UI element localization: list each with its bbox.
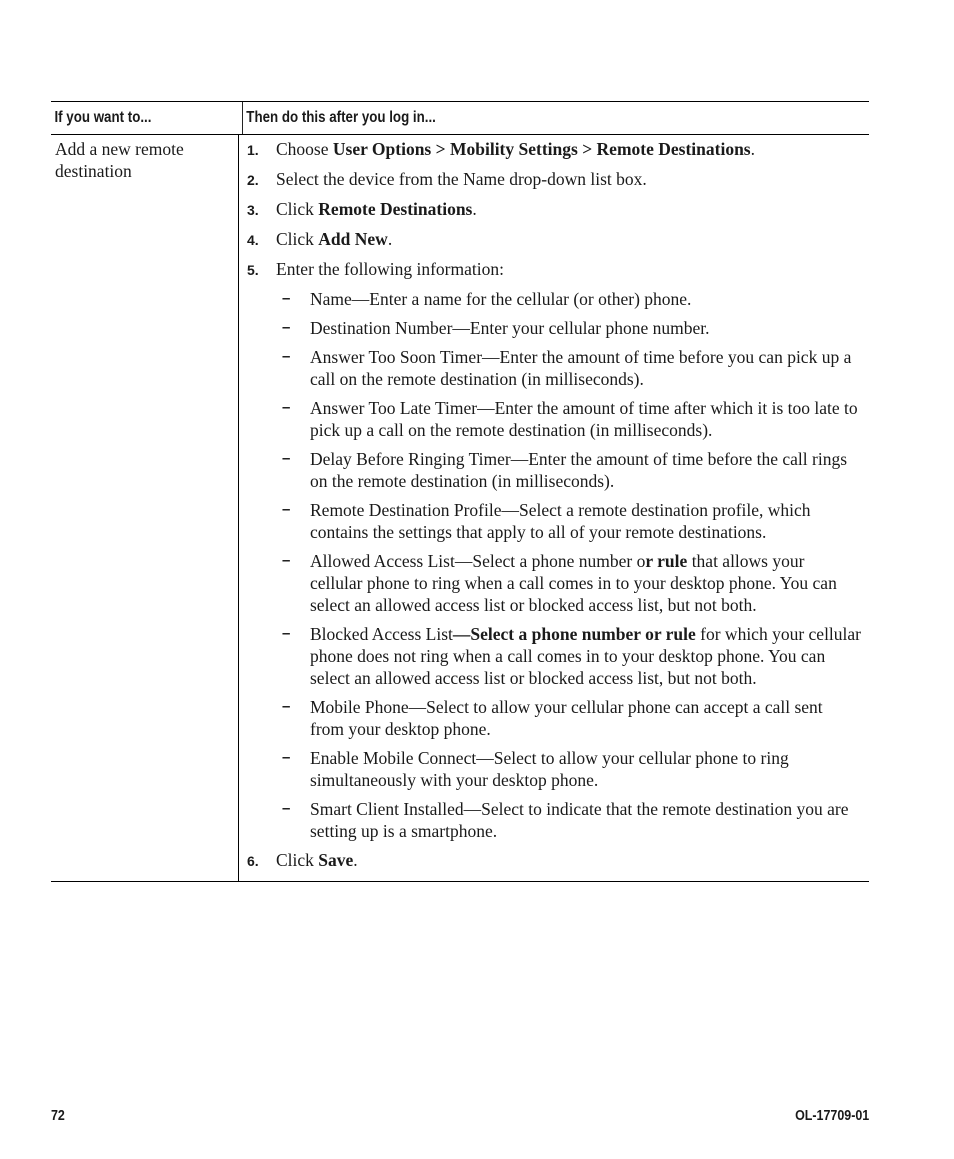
step-text-prefix: Click <box>276 850 319 870</box>
list-item-bold-text: —Select a phone number or rule <box>452 624 696 644</box>
list-item-text-prefix: Blocked Access List <box>310 624 453 644</box>
list-item-text-suffix: that allows your cellular phone to ring when a call comes in to your desktop phone. You can select an allowed access list or blocked access list, but not both. <box>310 551 837 615</box>
procedure-table <box>51 101 869 882</box>
list-item <box>276 747 861 791</box>
step-text <box>276 138 861 161</box>
table-header-row <box>51 102 869 135</box>
dash-bullet: – <box>282 625 291 642</box>
list-item-text <box>310 623 861 689</box>
step-text-prefix: Choose <box>276 139 333 159</box>
step-number: 5. <box>247 262 259 278</box>
list-item-text-suffix: for which your cellular phone does not ring when a call comes in to your desktop phone. You can select an allowed access list or blocked access list, but not both. <box>310 624 861 688</box>
list-item <box>276 696 861 740</box>
step-text-prefix: Click <box>276 229 319 249</box>
dash-bullet: – <box>282 399 291 416</box>
list-item-text: Enable Mobile Connect—Select to allow your cellular phone to ring simultaneously with your desktop phone. <box>310 748 789 790</box>
list-item <box>276 550 861 616</box>
step-1 <box>247 138 861 161</box>
list-item <box>276 397 861 441</box>
dash-bullet: – <box>282 698 291 715</box>
dash-bullet: – <box>282 348 291 365</box>
step-2 <box>247 168 861 191</box>
step-number: 4. <box>247 232 259 248</box>
page-number: 72 <box>51 1108 65 1124</box>
list-item-text: Mobile Phone—Select to allow your cellular phone can accept a call sent from your desktop phone. <box>310 697 823 739</box>
document-id: OL-17709-01 <box>794 1108 869 1124</box>
step-6 <box>247 849 861 872</box>
list-item <box>276 798 861 842</box>
step-number: 3. <box>247 202 259 218</box>
step-text-suffix: . <box>750 139 755 159</box>
dash-bullet: – <box>282 290 291 307</box>
table-header-steps: Then do this after you log in... <box>242 102 781 134</box>
list-item <box>276 623 861 689</box>
dash-bullet: – <box>282 552 291 569</box>
step-text <box>276 849 861 872</box>
step-text-suffix: . <box>472 199 477 219</box>
step-text: Enter the following information: <box>276 259 504 279</box>
menu-path: User Options > Mobility Settings > Remote Destinations <box>332 139 751 159</box>
step-text-suffix: . <box>353 850 358 870</box>
table-header-task: If you want to... <box>54 109 152 126</box>
list-item-bold-text: r rule <box>645 551 688 571</box>
dash-bullet: – <box>282 501 291 518</box>
step-text-suffix: . <box>387 229 393 249</box>
list-item-text: Remote Destination Profile—Select a remote destination profile, which contains the settings that apply to all of your remote destinations. <box>310 500 811 542</box>
list-item-text: Delay Before Ringing Timer—Enter the amount of time before the call rings on the remote destination (in milliseconds). <box>310 449 848 491</box>
dash-bullet: – <box>282 450 291 467</box>
task-cell: Add a new remote destination <box>55 139 184 181</box>
ui-element-name: Remote Destinations <box>318 199 473 219</box>
step-number: 1. <box>247 142 259 158</box>
step-4 <box>247 228 861 251</box>
step-number: 2. <box>247 172 259 188</box>
step-3 <box>247 198 861 221</box>
step-number: 6. <box>247 853 259 869</box>
ui-element-name: Add New <box>318 229 388 249</box>
list-item-text-prefix: Allowed Access List—Select a phone number o <box>310 551 646 571</box>
field-list <box>276 288 861 842</box>
list-item-text: Smart Client Installed—Select to indicate that the remote destination you are setting up is a smartphone. <box>310 799 849 841</box>
ui-element-name: Save <box>318 850 354 870</box>
table-row <box>51 135 869 881</box>
list-item-text: Name—Enter a name for the cellular (or other) phone. <box>310 289 692 309</box>
dash-bullet: – <box>282 800 291 817</box>
list-item <box>276 317 861 339</box>
list-item <box>276 346 861 390</box>
list-item-text: Destination Number—Enter your cellular phone number. <box>310 318 710 338</box>
step-text: Select the device from the Name drop-down list box. <box>276 169 647 189</box>
step-text-prefix: Click <box>276 199 319 219</box>
step-text <box>276 228 861 251</box>
step-5 <box>247 258 861 281</box>
step-text <box>276 198 861 221</box>
dash-bullet: – <box>282 749 291 766</box>
list-item <box>276 499 861 543</box>
list-item-text: Answer Too Late Timer—Enter the amount of time after which it is too late to pick up a call on the remote destination (in milliseconds). <box>310 398 858 440</box>
list-item-text <box>310 550 861 616</box>
list-item <box>276 288 861 310</box>
list-item <box>276 448 861 492</box>
dash-bullet: – <box>282 319 291 336</box>
list-item-text: Answer Too Soon Timer—Enter the amount of time before you can pick up a call on the remote destination (in milliseconds). <box>310 347 852 389</box>
steps-cell <box>238 135 869 881</box>
